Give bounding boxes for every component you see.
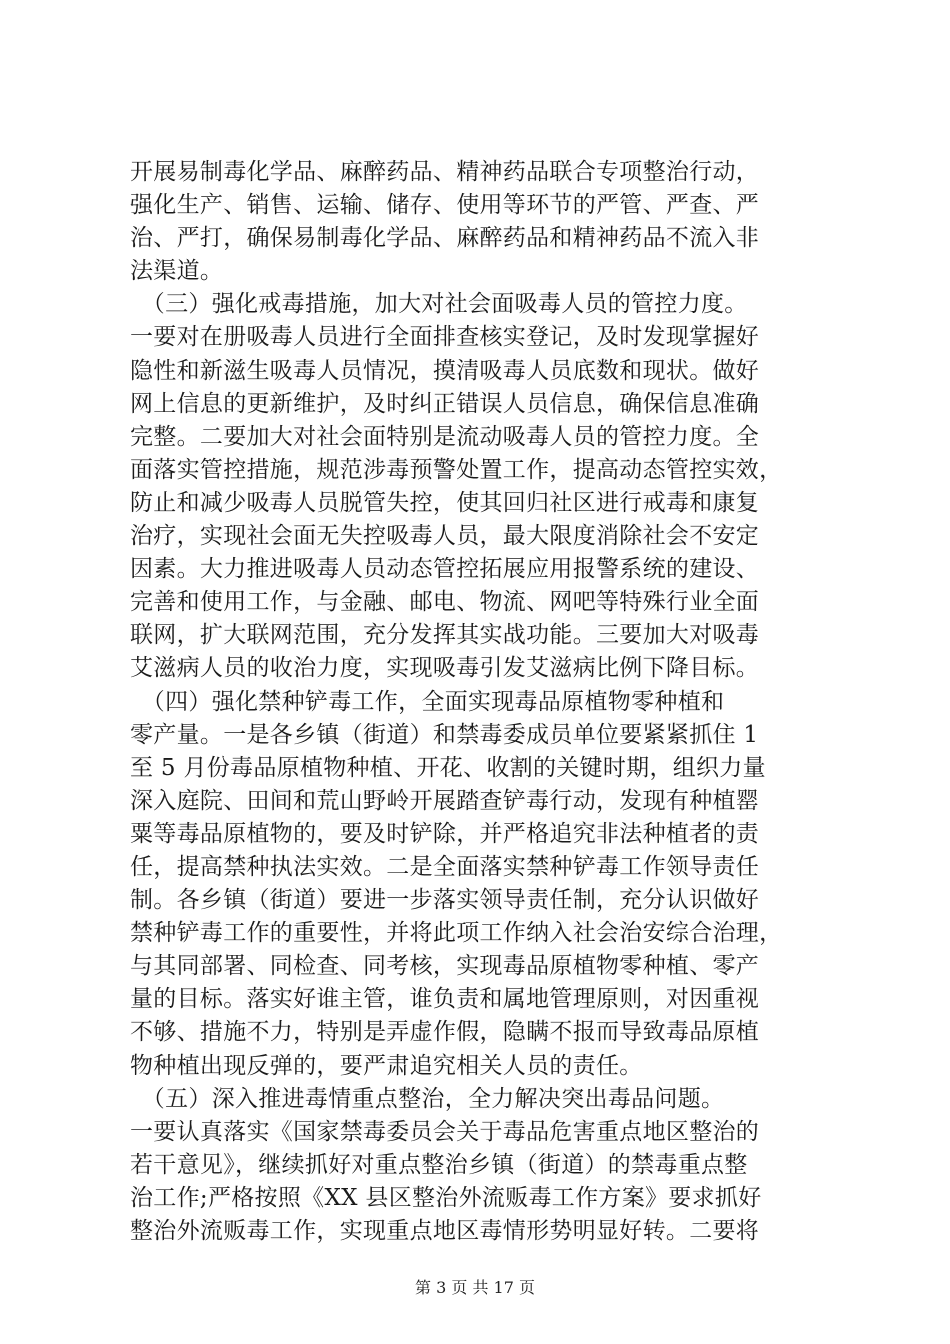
text-line: 一要认真落实《国家禁毒委员会关于毒品危害重点地区整治的 (130, 1118, 760, 1145)
text-line: 粟等毒品原植物的，要及时铲除，并严格追究非法种植者的责 (130, 820, 760, 847)
text-line: 因素。大力推进吸毒人员动态管控拓展应用报警系统的建设、 (130, 556, 760, 583)
text-line: 治工作;严格按照《XX 县区整治外流贩毒工作方案》要求抓好 (130, 1184, 762, 1211)
text-line: 物种植出现反弹的，要严肃追究相关人员的责任。 (130, 1052, 643, 1079)
text-line: （四）强化禁种铲毒工作，全面实现毒品原植物零种植和 (130, 688, 725, 715)
text-line: 隐性和新滋生吸毒人员情况，摸清吸毒人员底数和现状。做好 (130, 357, 760, 384)
text-line: 不够、措施不力，特别是弄虚作假，隐瞒不报而导致毒品原植 (130, 1019, 760, 1046)
text-line: 与其同部署、同检查、同考核，实现毒品原植物零种植、零产 (130, 953, 760, 980)
text-line: 完整。二要加大对社会面特别是流动吸毒人员的管控力度。全 (130, 423, 760, 450)
text-line: 防止和减少吸毒人员脱管失控，使其回归社区进行戒毒和康复 (130, 489, 760, 516)
text-line: 整治外流贩毒工作，实现重点地区毒情形势明显好转。二要将 (130, 1218, 760, 1244)
text-line: 法渠道。 (130, 258, 224, 285)
text-line: 强化生产、销售、运输、储存、使用等环节的严管、严查、严 (130, 192, 760, 219)
text-line: 深入庭院、田间和荒山野岭开展踏查铲毒行动，发现有种植罂 (130, 787, 760, 814)
text-line: 若干意见》，继续抓好对重点整治乡镇（街道）的禁毒重点整 (130, 1151, 748, 1178)
text-line: 完善和使用工作，与金融、邮电、物流、网吧等特殊行业全面 (130, 589, 760, 616)
text-line: 联网，扩大联网范围，充分发挥其实战功能。三要加大对吸毒 (130, 622, 760, 649)
text-line: 治、严打，确保易制毒化学品、麻醉药品和精神药品不流入非 (130, 225, 760, 252)
text-line: 禁种铲毒工作的重要性，并将此项工作纳入社会治安综合治理， (130, 920, 783, 947)
text-line: （三）强化戒毒措施，加大对社会面吸毒人员的管控力度。 (130, 291, 748, 318)
text-line: 制。各乡镇（街道）要进一步落实领导责任制，充分认识做好 (130, 887, 760, 914)
document-body (130, 156, 830, 1248)
text-line: （五）深入推进毒情重点整治，全力解决突出毒品问题。 (130, 1085, 725, 1112)
text-line: 零产量。一是各乡镇（街道）和禁毒委成员单位要紧紧抓住 1 (130, 721, 759, 748)
text-line: 至 5 月份毒品原植物种植、开花、收割的关键时期，组织力量 (130, 754, 766, 781)
text-line: 任，提高禁种执法实效。二是全面落实禁种铲毒工作领导责任 (130, 853, 760, 880)
text-line: 网上信息的更新维护，及时纠正错误人员信息，确保信息准确 (130, 390, 760, 417)
text-line: 一要对在册吸毒人员进行全面排查核实登记，及时发现掌握好 (130, 324, 760, 351)
text-line: 治疗，实现社会面无失控吸毒人员，最大限度消除社会不安定 (130, 523, 760, 550)
text-line: 面落实管控措施，规范涉毒预警处置工作，提高动态管控实效， (130, 456, 783, 483)
page-footer: 第 3 页 共 17 页 (415, 1278, 535, 1297)
text-line: 量的目标。落实好谁主管，谁负责和属地管理原则，对因重视 (130, 986, 760, 1013)
text-line: 艾滋病人员的收治力度，实现吸毒引发艾滋病比例下降目标。 (130, 655, 760, 682)
text-line: 开展易制毒化学品、麻醉药品、精神药品联合专项整治行动， (130, 159, 760, 185)
